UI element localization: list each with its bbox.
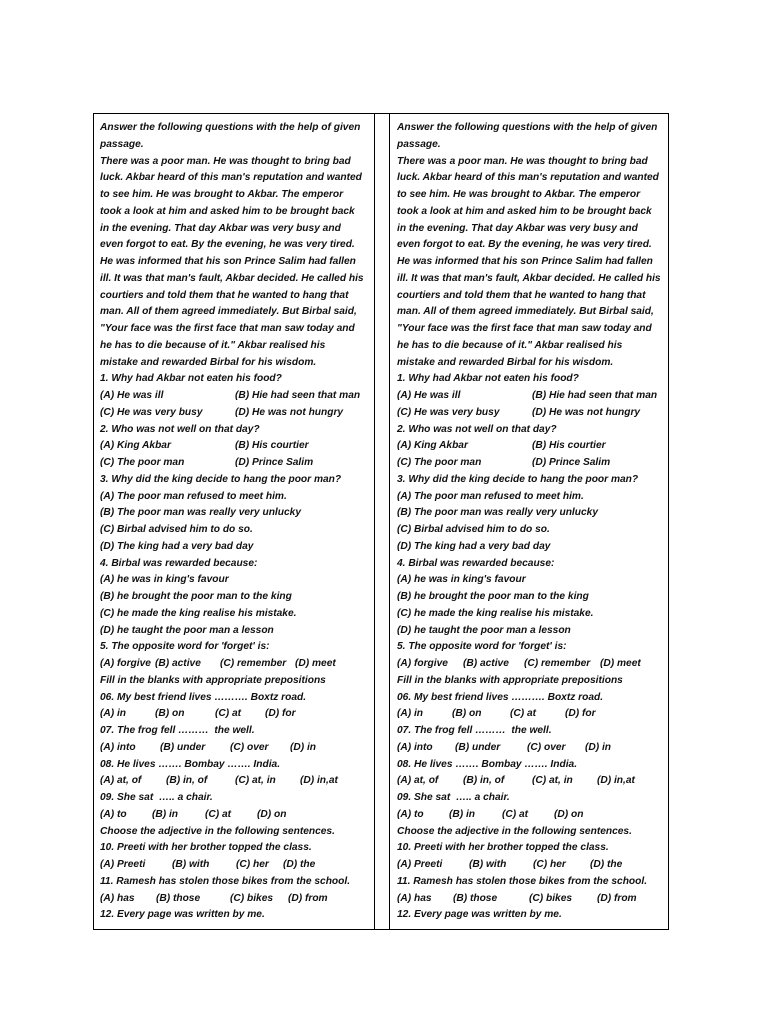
text-line: courtiers and told them that he wanted to hang that [397,289,646,301]
option-text: (C) her [533,859,566,870]
text-line: (A) The poor man refused to meet him. [100,490,287,502]
text-line: Choose the adjective in the following sentences. [100,825,335,837]
text-line: courtiers and told them that he wanted to hang that [100,289,349,301]
text-line: (D) he taught the poor man a lesson [397,624,571,636]
option-text: (A) in [397,708,424,720]
option-text: (C) at [502,808,529,820]
option-text: (C) remember [220,658,287,669]
text-line: passage. [100,138,144,150]
text-line: 11. Ramesh has stolen those bikes from the school. [100,875,351,887]
option-text: (C) over [527,741,566,753]
text-line: to see him. He was brought to Akbar. The emperor [397,189,641,200]
text-line: 2. Who was not well on that day? [397,423,557,435]
text-line: he has to die because of it." Akbar realised his [100,339,326,351]
option-text: (D) from [288,892,328,904]
option-text: (B) in [449,808,476,820]
option-text: (A) at, of [397,775,439,787]
text-line: 3. Why did the king decide to hang the poor man? [100,473,342,485]
option-text: (D) for [565,708,596,720]
text-line: 09. She sat ….. a chair. [100,792,213,803]
text-line: took a look at him and asked him to be brought back [100,205,355,217]
text-line: (C) he made the king realise his mistake. [397,607,594,619]
text-line: luck. Akbar heard of this man's reputation and wanted [100,172,362,184]
text-line: 4. Birbal was rewarded because: [100,557,258,569]
option-text: (B) active [155,658,201,669]
option-text: (D) on [257,808,287,820]
option-text: (B) under [160,741,206,753]
text-line: 5. The opposite word for 'forget' is: [397,641,567,653]
text-line: 12. Every page was written by me. [397,909,562,921]
option-text: (D) He was not hungry [235,406,344,418]
option-text: (D) on [554,808,584,820]
option-text: (C) bikes [529,892,573,904]
text-line: man. All of them agreed immediately. But Birbal said, [100,306,357,318]
option-text: (D) in,at [300,775,338,787]
option-text: (C) He was very busy [100,406,203,418]
option-text: (C) The poor man [100,457,185,468]
option-text: (A) into [397,741,433,753]
option-text: (C) bikes [230,892,274,904]
option-text: (A) King Akbar [100,440,171,452]
text-line: There was a poor man. He was thought to bring bad [100,155,351,167]
option-text: (D) from [597,892,637,904]
text-line: in the evening. That day Akbar was very busy and [397,222,638,234]
option-text: (B) in, of [166,775,208,787]
option-text: (C) The poor man [397,457,482,468]
option-text: (C) her [236,859,269,870]
option-text: (A) has [397,892,432,904]
option-text: (A) King Akbar [397,440,468,452]
option-text: (D) meet [295,658,336,669]
text-line: (A) The poor man refused to meet him. [397,490,584,502]
text-line: he has to die because of it." Akbar realised his [397,339,623,351]
text-line: 06. My best friend lives ………. Boxtz road. [397,691,604,703]
option-text: (A) Preeti [100,859,146,870]
option-text: (A) to [397,808,424,820]
text-line: mistake and rewarded Birbal for his wisdom. [100,356,317,368]
text-line: "Your face was the first face that man saw today and [397,323,652,334]
option-text: (A) in [100,708,127,720]
option-text: (D) for [265,708,296,720]
option-text: (C) at, in [235,775,276,787]
text-line: There was a poor man. He was thought to bring bad [397,155,648,167]
text-line: 12. Every page was written by me. [100,909,265,921]
option-text: (D) in,at [597,775,635,787]
option-text: (B) under [455,741,501,753]
text-line: 1. Why had Akbar not eaten his food? [397,373,579,385]
option-text: (B) Hie had seen that man [235,390,361,401]
option-text: (A) has [100,892,135,904]
option-text: (A) forgive [397,658,448,669]
option-text: (C) at [205,808,232,820]
column-divider [389,114,390,929]
text-line: even forgot to eat. By the evening, he was very tired. [100,239,355,251]
text-line: 1. Why had Akbar not eaten his food? [100,373,282,385]
option-text: (B) with [469,859,507,870]
option-text: (B) on [155,708,185,720]
option-text: (A) to [100,808,127,820]
text-line: (C) he made the king realise his mistake. [100,607,297,619]
text-line: ill. It was that man's fault, Akbar decided. He called his [397,272,661,284]
option-text: (C) at [215,708,242,720]
text-line: even forgot to eat. By the evening, he was very tired. [397,239,652,251]
text-line: 06. My best friend lives ………. Boxtz road. [100,691,307,703]
option-text: (D) the [590,859,623,870]
option-text: (A) He was ill [100,390,164,401]
option-text: (D) in [290,741,317,753]
text-line: (C) Birbal advised him to do so. [100,524,253,535]
text-line: passage. [397,138,441,150]
text-line: 09. She sat ….. a chair. [397,792,510,803]
text-line: 10. Preeti with her brother topped the class. [397,842,609,854]
option-text: (B) His courtier [235,440,309,452]
text-line: 4. Birbal was rewarded because: [397,557,555,569]
text-line: Choose the adjective in the following sentences. [397,825,632,837]
text-line: (D) The king had a very bad day [397,540,551,552]
text-line: (B) he brought the poor man to the king [100,591,292,602]
option-text: (A) forgive [100,658,151,669]
text-line: 2. Who was not well on that day? [100,423,260,435]
option-text: (B) in [152,808,179,820]
text-line: "Your face was the first face that man saw today and [100,323,355,334]
option-text: (C) remember [524,658,591,669]
text-line: Answer the following questions with the help of given [397,122,658,133]
text-line: (B) he brought the poor man to the king [397,591,589,602]
text-line: He was informed that his son Prince Salim had fallen [100,256,356,267]
option-text: (B) those [453,892,498,904]
option-text: (D) meet [600,658,641,669]
text-line: (B) The poor man was really very unlucky [100,507,301,519]
option-text: (B) Hie had seen that man [532,390,658,401]
text-line: 5. The opposite word for 'forget' is: [100,641,270,653]
worksheet-table [93,113,669,930]
text-line: Answer the following questions with the help of given [100,122,361,133]
option-text: (D) He was not hungry [532,406,641,418]
text-line: 08. He lives ……. Bombay ……. India. [397,758,578,770]
text-line: (A) he was in king's favour [100,574,229,586]
option-text: (B) in, of [463,775,505,787]
text-line: He was informed that his son Prince Salim had fallen [397,256,653,267]
text-line: (C) Birbal advised him to do so. [397,524,550,535]
option-text: (D) Prince Salim [235,457,314,468]
text-line: man. All of them agreed immediately. But Birbal said, [397,306,654,318]
option-text: (D) the [283,859,316,870]
text-line: 07. The frog fell ……… the well. [397,725,552,736]
text-line: (B) The poor man was really very unlucky [397,507,598,519]
text-line: 11. Ramesh has stolen those bikes from the school. [397,875,648,887]
text-line: 07. The frog fell ……… the well. [100,725,255,736]
text-line: took a look at him and asked him to be brought back [397,205,652,217]
option-text: (A) He was ill [397,390,461,401]
text-line: mistake and rewarded Birbal for his wisdom. [397,356,614,368]
option-text: (D) Prince Salim [532,457,611,468]
option-text: (B) those [156,892,201,904]
option-text: (B) on [452,708,482,720]
text-line: luck. Akbar heard of this man's reputation and wanted [397,172,659,184]
option-text: (B) His courtier [532,440,606,452]
text-line: (D) The king had a very bad day [100,540,254,552]
text-line: 08. He lives ……. Bombay ……. India. [100,758,281,770]
option-text: (A) Preeti [397,859,443,870]
option-text: (B) active [463,658,509,669]
text-line: Fill in the blanks with appropriate prepositions [397,674,623,686]
column-divider [374,114,375,929]
option-text: (C) over [230,741,269,753]
option-text: (B) with [172,859,210,870]
option-text: (C) at [510,708,537,720]
text-line: (D) he taught the poor man a lesson [100,624,274,636]
option-text: (C) He was very busy [397,406,500,418]
text-line: 3. Why did the king decide to hang the poor man? [397,473,639,485]
option-text: (D) in [585,741,612,753]
option-text: (C) at, in [532,775,573,787]
text-line: (A) he was in king's favour [397,574,526,586]
text-line: ill. It was that man's fault, Akbar decided. He called his [100,272,364,284]
option-text: (A) at, of [100,775,142,787]
text-line: Fill in the blanks with appropriate prepositions [100,674,326,686]
text-line: in the evening. That day Akbar was very busy and [100,222,341,234]
text-line: 10. Preeti with her brother topped the class. [100,842,312,854]
text-line: to see him. He was brought to Akbar. The emperor [100,189,344,200]
option-text: (A) into [100,741,136,753]
